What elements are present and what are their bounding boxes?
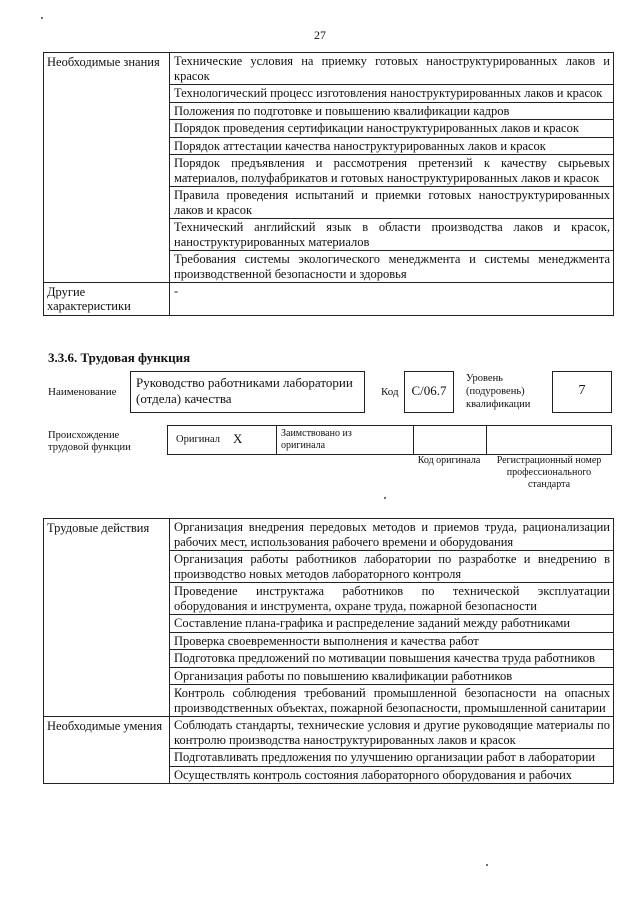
original-label: Оригинал bbox=[176, 434, 220, 445]
level-value-box bbox=[552, 371, 612, 413]
row-label: Необходимые умения bbox=[44, 717, 170, 784]
table-row bbox=[44, 283, 614, 316]
functions-table bbox=[43, 518, 614, 784]
list-item: Требования системы экологического менеджмента и системы менеджмента производственной безопасности и здоровья bbox=[174, 252, 610, 281]
list-item: Организация работы работников лаборатории по разработке и внедрению в производство новых методов лабораторного контроля bbox=[170, 551, 613, 583]
scan-speck bbox=[486, 864, 488, 866]
name-value: Руководство работниками лаборатории (отдела) качества bbox=[136, 375, 353, 406]
list-item: Порядок аттестации качества наноструктурированных лаков и красок bbox=[170, 138, 613, 156]
original-mark: X bbox=[233, 431, 243, 446]
name-label: Наименование bbox=[48, 386, 117, 398]
list-item: Соблюдать стандарты, технические условия и другие руководящие материалы по контролю производства наноструктурированных лаков и красок bbox=[170, 717, 613, 749]
list-item: Организация внедрения передовых методов и приемов труда, рационализации рабочих мест, использования рабочего времени и оборудования bbox=[170, 519, 613, 551]
code-label: Код bbox=[381, 386, 399, 398]
section-title: 3.3.6. Трудовая функция bbox=[48, 350, 191, 365]
level-label: Уровень (подуровень) квалификации bbox=[466, 373, 531, 410]
origin-divider-3 bbox=[486, 425, 487, 454]
table-row bbox=[44, 717, 614, 784]
list-item: Подготавливать предложения по улучшению организации работ в лаборатории bbox=[170, 749, 613, 767]
list-item: Проверка своевременности выполнения и качества работ bbox=[170, 633, 613, 651]
list-item: Составление плана-графика и распределение заданий между работниками bbox=[170, 615, 613, 633]
row-items bbox=[170, 519, 614, 717]
origin-divider-1 bbox=[276, 425, 277, 454]
list-item: Контроль соблюдения требований промышленной безопасности на опасных производственных объектах, пожарной безопасности, промышленной санитарии bbox=[174, 686, 610, 715]
knowledge-table bbox=[43, 52, 614, 316]
code-value-box bbox=[404, 371, 454, 413]
row-items bbox=[170, 53, 614, 283]
code-original-label: Код оригинала bbox=[417, 455, 481, 466]
table-row bbox=[44, 53, 614, 283]
list-item: Осуществлять контроль состояния лабораторного оборудования и рабочих bbox=[174, 767, 573, 782]
list-item: Правила проведения испытаний и приемки готовых наноструктурированных лаков и красок bbox=[170, 187, 613, 219]
list-item: Подготовка предложений по мотивации повышения качества труда работников bbox=[170, 650, 613, 668]
scan-speck bbox=[384, 497, 386, 499]
list-item: Порядок предъявления и рассмотрения претензий к качеству сырьевых материалов, полуфабрикатов и готовых наноструктурированных лаков и красок bbox=[170, 155, 613, 187]
list-item: Проведение инструктажа работников по технической эксплуатации оборудования и инструмента, охране труда, пожарной безопасности bbox=[170, 583, 613, 615]
list-item: Организация работы по повышению квалификации работников bbox=[170, 668, 613, 686]
row-label: Другие характеристики bbox=[44, 283, 170, 316]
list-item: Технические условия на приемку готовых наноструктурированных лаков и красок bbox=[170, 53, 613, 85]
row-label: Трудовые действия bbox=[44, 519, 170, 717]
origin-divider-2 bbox=[413, 425, 414, 454]
table-row bbox=[44, 519, 614, 717]
code-value: C/06.7 bbox=[411, 383, 447, 398]
name-value-box bbox=[130, 371, 365, 413]
list-item: Технический английский язык в области производства лаков и красок, наноструктурированных материалов bbox=[170, 219, 613, 251]
row-label: Необходимые знания bbox=[44, 53, 170, 283]
row-items bbox=[170, 717, 614, 784]
row-items bbox=[170, 283, 614, 316]
list-item: - bbox=[174, 284, 179, 298]
reg-number-label: Регистрационный номер профессионального стандарта bbox=[496, 455, 602, 490]
level-value: 7 bbox=[578, 383, 586, 398]
list-item: Положения по подготовке и повышению квалификации кадров bbox=[170, 103, 613, 121]
borrowed-label: Заимствовано из оригинала bbox=[281, 428, 352, 451]
page-number: 27 bbox=[314, 28, 326, 42]
scan-speck bbox=[41, 17, 43, 19]
list-item: Порядок проведения сертификации наноструктурированных лаков и красок bbox=[170, 120, 613, 138]
list-item: Технологический процесс изготовления наноструктурированных лаков и красок bbox=[170, 85, 613, 103]
origin-label: Происхождение трудовой функции bbox=[48, 430, 131, 453]
